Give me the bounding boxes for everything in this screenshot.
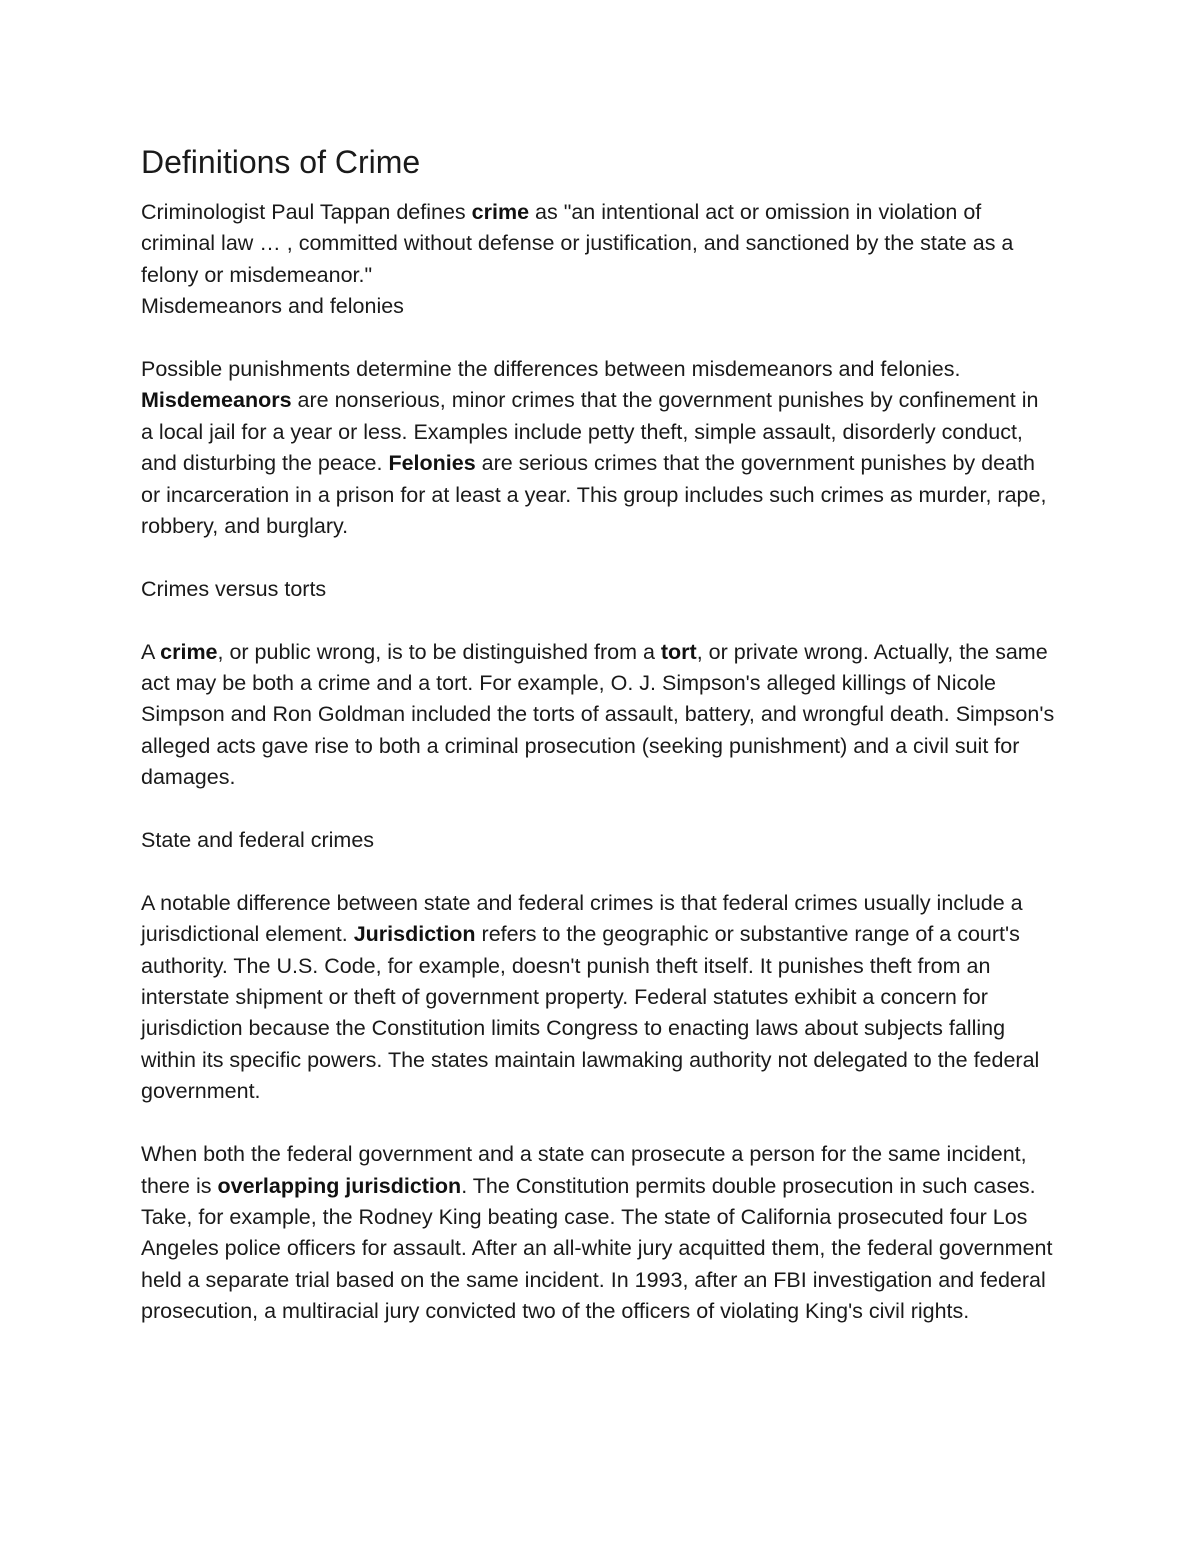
s1-text-3: are serious crimes that the government punishes by death or incarceration in a prison for at least a year. This group includes such crimes as murder, rape, robbery, and burglary.	[141, 451, 1047, 539]
intro-text-2: as "an intentional act or omission in violation of criminal law … , committed without defense or justification, and sanctioned by the state as a felony or misdemeanor."	[141, 200, 1014, 287]
paragraph-gap	[141, 794, 1056, 825]
term-tort: tort	[660, 639, 697, 664]
document-title: Definitions of Crime	[141, 144, 421, 180]
paragraph-gap	[141, 1108, 1056, 1139]
section-heading-misdemeanors: Misdemeanors and felonies	[141, 294, 404, 319]
section-heading-torts: Crimes versus torts	[141, 576, 327, 601]
term-jurisdiction: Jurisdiction	[353, 922, 476, 947]
torts-paragraph	[141, 637, 1056, 794]
intro-paragraph	[141, 197, 1056, 291]
s3-p1-text-1: A notable difference between state and federal crimes is that federal crimes usually include a jurisdictional element.	[141, 890, 1023, 947]
overlapping-paragraph	[141, 1139, 1056, 1327]
s2-text-3: , or private wrong. Actually, the same act may be both a crime and a tort. For example, O. J. Simpson's alleged killings of Nicole Simpson and Ron Goldman included the torts of assault, battery, and wrongful death. Simpson's alleged acts gave rise to both a criminal prosecution (seeking punishment) and a civil suit for damages.	[141, 639, 1055, 790]
paragraph-gap	[141, 605, 1056, 636]
s2-text-1: A	[141, 639, 161, 664]
jurisdiction-paragraph	[141, 888, 1056, 1108]
intro-text-1: Criminologist Paul Tappan defines	[141, 200, 472, 224]
term-overlapping-jurisdiction: overlapping jurisdiction	[217, 1173, 462, 1198]
s3-p2-text-1: When both the federal government and a state can prosecute a person for the same incident, there is	[141, 1142, 1027, 1198]
term-misdemeanors: Misdemeanors	[141, 388, 292, 413]
section-heading-state-federal: State and federal crimes	[141, 828, 375, 853]
s1-text-2: are nonserious, minor crimes that the government punishes by confinement in a local jail for a year or less. Examples include petty theft, simple assault, disorderly conduct, and disturbing the peace.	[141, 388, 1039, 476]
term-crime: crime	[471, 200, 530, 224]
document-page	[141, 140, 1056, 1328]
misdemeanors-paragraph	[141, 354, 1056, 542]
s2-text-2: , or public wrong, is to be distinguished from a	[217, 639, 661, 664]
term-crime-2: crime	[160, 639, 218, 664]
paragraph-gap	[141, 323, 1056, 354]
paragraph-gap	[141, 542, 1056, 573]
s3-p2-text-2: . The Constitution permits double prosecution in such cases. Take, for example, the Rodney King beating case. The state of California prosecuted four Los Angeles police officers for assault. After an all-white jury acquitted them, the federal government held a separate trial based on the same incident. In 1993, after an FBI investigation and federal prosecution, a multiracial jury convicted two of the officers of violating King's civil rights.	[141, 1173, 1053, 1324]
s3-p1-text-2: refers to the geographic or substantive range of a court's authority. The U.S. Code, for example, doesn't punish theft itself. It punishes theft from an interstate shipment or theft of government property. Federal statutes exhibit a concern for jurisdiction because the Constitution limits Congress to enacting laws about subjects falling within its specific powers. The states maintain lawmaking authority not delegated to the federal government.	[141, 922, 1040, 1104]
term-felonies: Felonies	[388, 451, 476, 476]
paragraph-gap	[141, 856, 1056, 887]
s1-text-1: Possible punishments determine the differences between misdemeanors and felonies.	[141, 357, 961, 382]
